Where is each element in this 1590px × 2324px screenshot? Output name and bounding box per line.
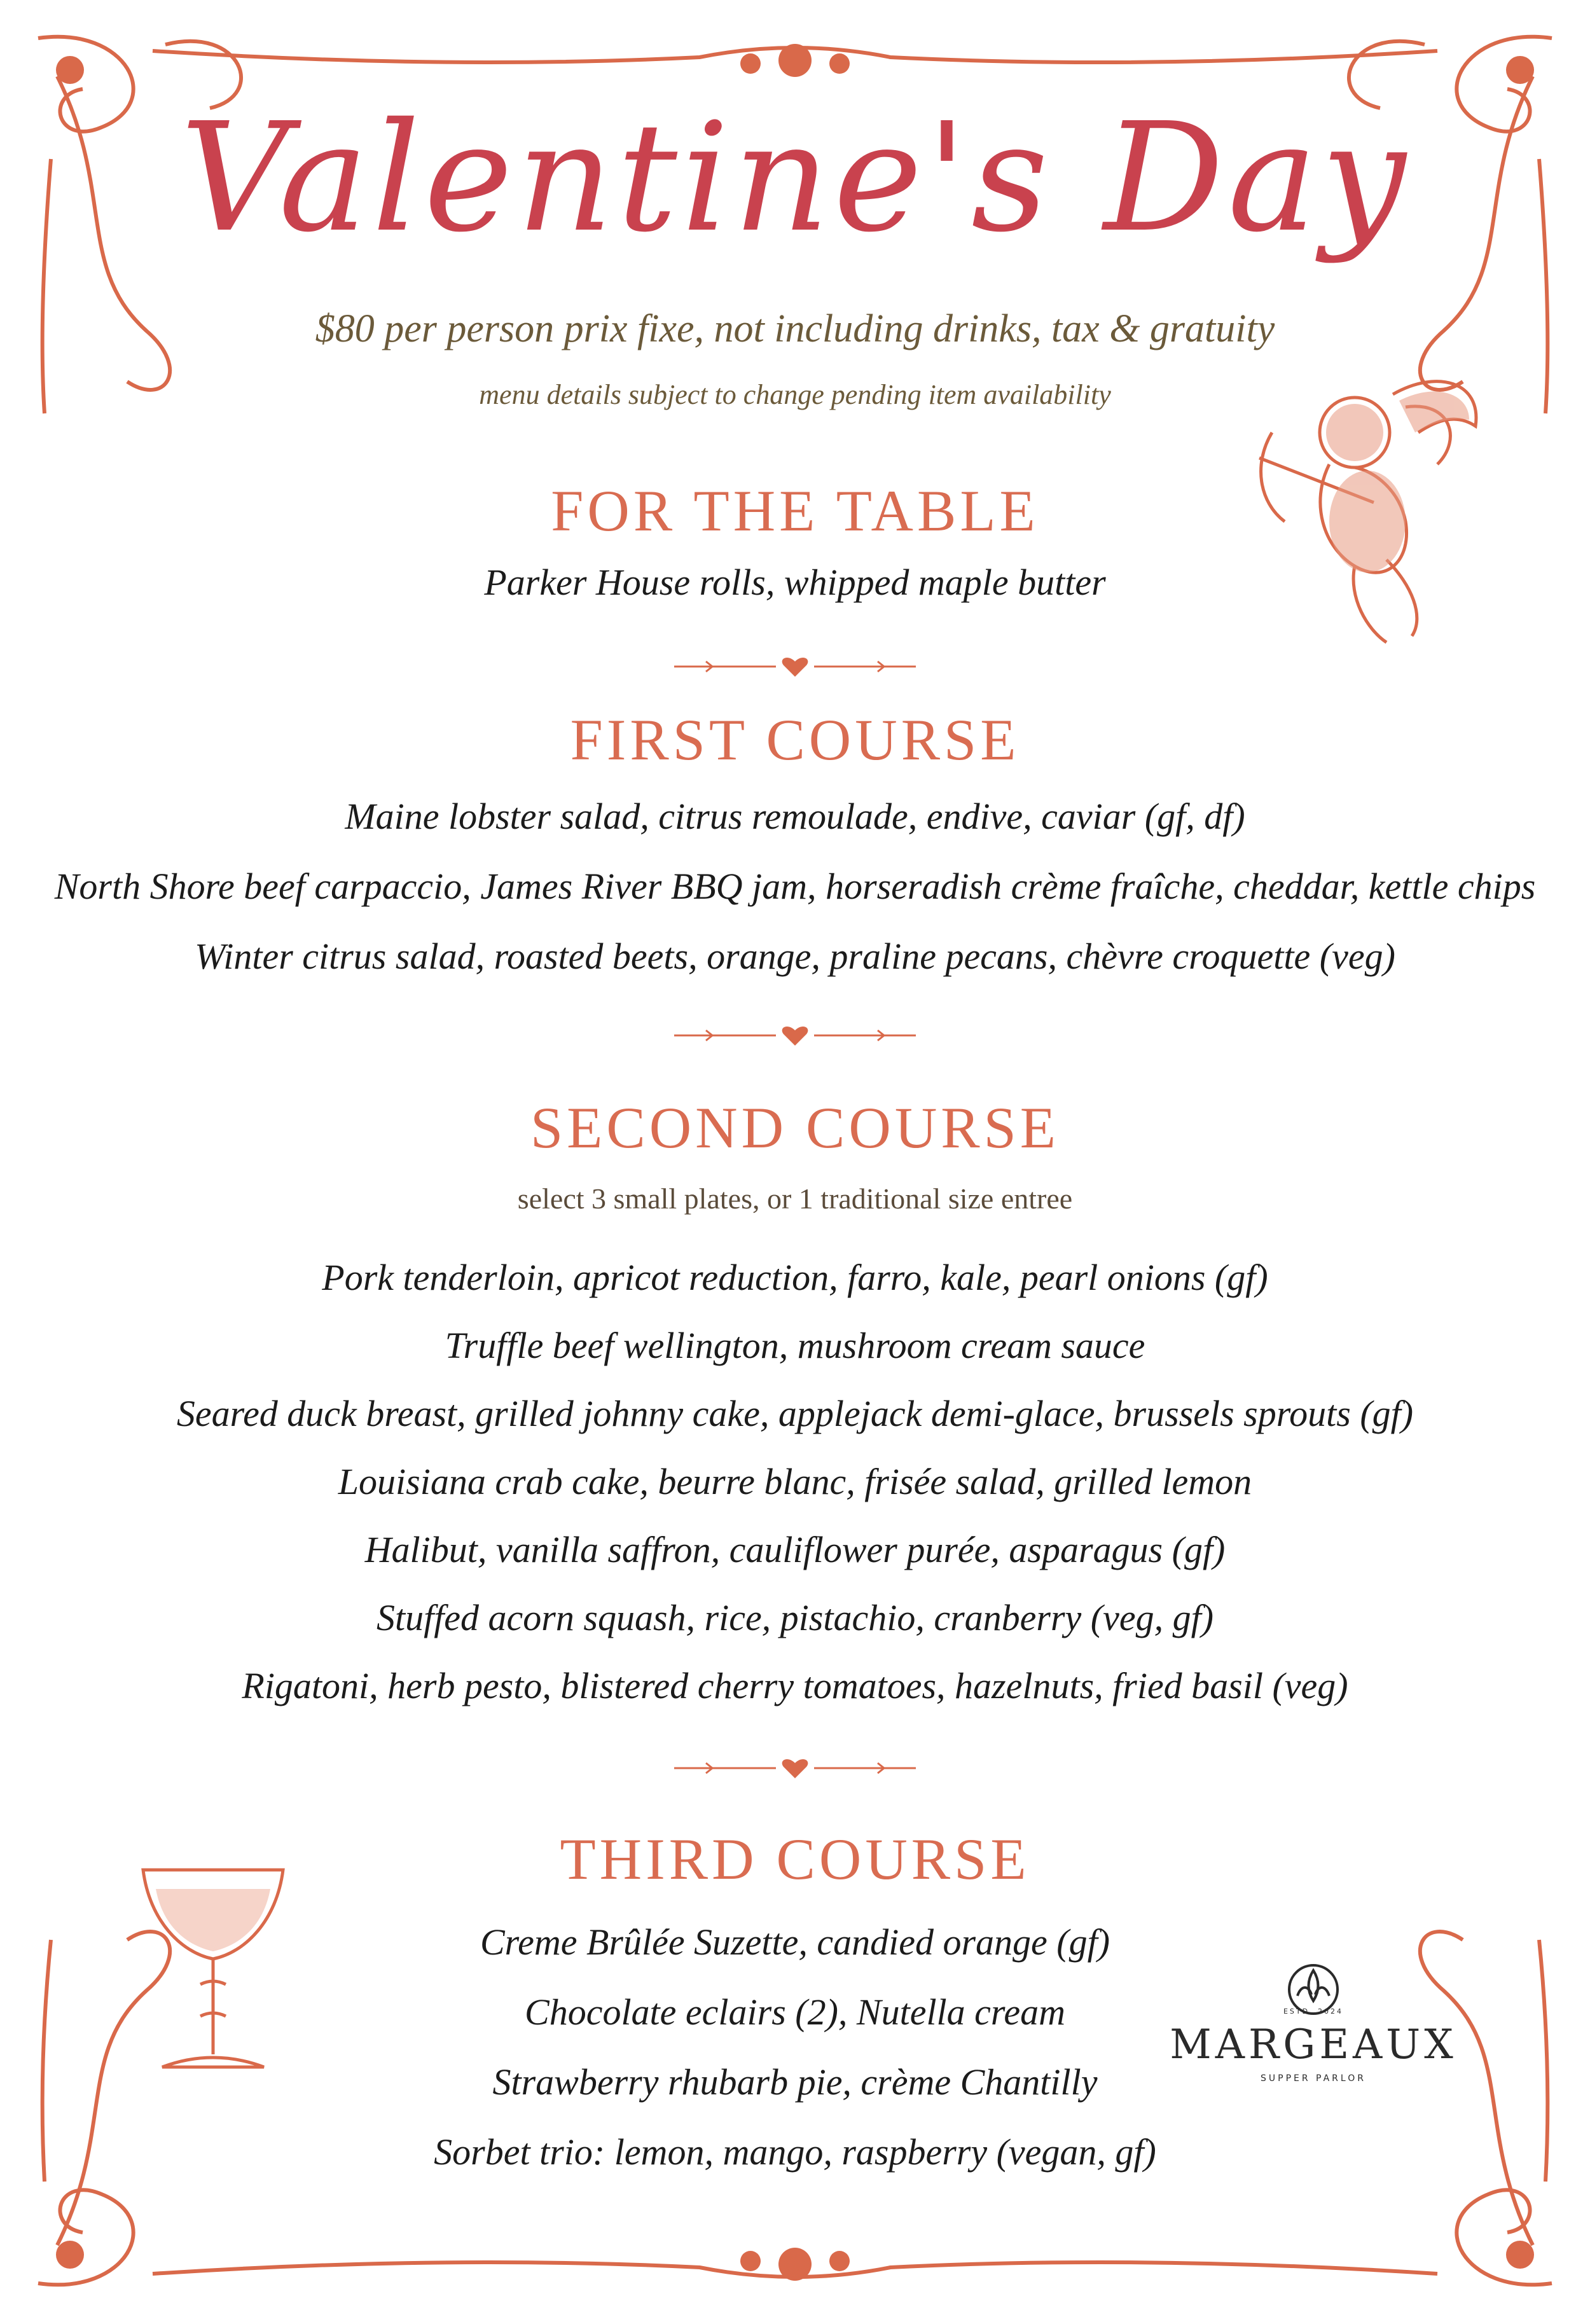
coupe-glass-illustration — [137, 1864, 289, 2080]
logo-established: ESTD. 2024 — [1283, 2007, 1344, 2016]
section-subheading: select 3 small plates, or 1 traditional size entree — [517, 1182, 1073, 1215]
menu-item: Strawberry rhubarb pie, crème Chantilly — [492, 2061, 1098, 2103]
section-heading-first-course: FIRST COURSE — [570, 707, 1020, 772]
menu-item: Pork tenderloin, apricot reduction, farro, kale, pearl onions (gf) — [322, 1257, 1268, 1298]
menu-item: Louisiana crab cake, beurre blanc, frisée salad, grilled lemon — [338, 1461, 1252, 1502]
menu-item: Rigatoni, herb pesto, blistered cherry tomatoes, hazelnuts, fried basil (veg) — [242, 1665, 1348, 1706]
heart-divider-icon — [668, 1023, 922, 1048]
price-subtitle: $80 per person prix fixe, not including drinks, tax & gratuity — [315, 307, 1275, 350]
menu-item: Parker House rolls, whipped maple butter — [484, 562, 1106, 603]
availability-note: menu details subject to change pending item availability — [479, 379, 1111, 410]
section-heading-for-the-table: FOR THE TABLE — [551, 478, 1039, 543]
menu-item: Maine lobster salad, citrus remoulade, endive, caviar (gf, df) — [345, 796, 1245, 837]
menu-item: Stuffed acorn squash, rice, pistachio, cranberry (veg, gf) — [376, 1597, 1214, 1638]
menu-item: Creme Brûlée Suzette, candied orange (gf) — [480, 1921, 1110, 1963]
section-heading-third-course: THIRD COURSE — [560, 1827, 1030, 1892]
heart-divider-icon — [668, 654, 922, 679]
logo-tagline: SUPPER PARLOR — [1261, 2073, 1366, 2084]
heart-divider-icon — [668, 1755, 922, 1781]
margeaux-logo — [1158, 1959, 1469, 2086]
menu-item: Chocolate eclairs (2), Nutella cream — [525, 1991, 1065, 2033]
section-heading-second-course: SECOND COURSE — [530, 1095, 1060, 1160]
menu-title: Valentine's Day — [180, 90, 1410, 265]
menu-item: Sorbet trio: lemon, mango, raspberry (vegan, gf) — [434, 2131, 1156, 2173]
menu-item: Winter citrus salad, roasted beets, orange, praline pecans, chèvre croquette (veg) — [195, 936, 1395, 977]
menu-item: Seared duck breast, grilled johnny cake, applejack demi-glace, brussels sprouts (gf) — [176, 1393, 1414, 1434]
logo-name: MARGEAUX — [1170, 2021, 1457, 2068]
menu-item: Halibut, vanilla saffron, cauliflower purée, asparagus (gf) — [364, 1529, 1226, 1570]
menu-item: Truffle beef wellington, mushroom cream sauce — [445, 1325, 1145, 1366]
menu-item: North Shore beef carpaccio, James River BBQ jam, horseradish crème fraîche, cheddar, kettle chips — [54, 866, 1536, 907]
